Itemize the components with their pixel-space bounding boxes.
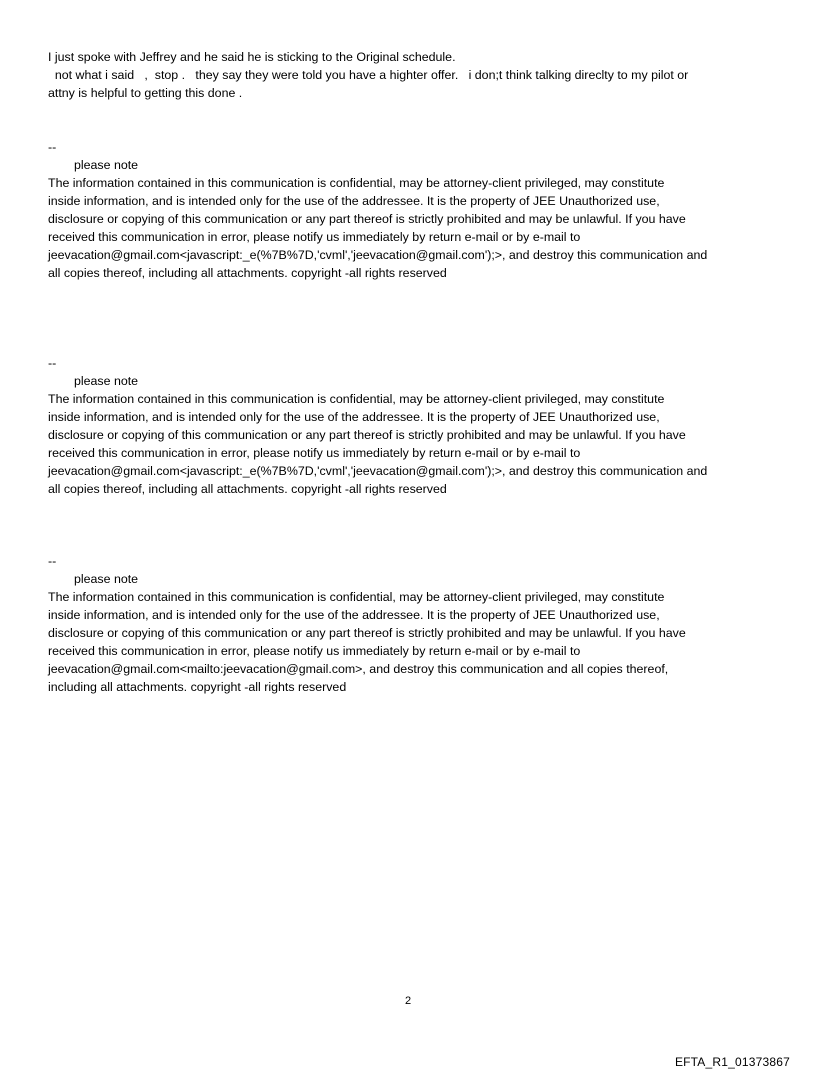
spacer: [48, 282, 778, 354]
disclaimer-line: disclosure or copying of this communication or any part thereof is strictly prohibited and may be unlawful. If you have: [48, 212, 686, 226]
reply-line-1: not what i said , stop . they say they were told you have a highter offer. i don;t think talking direclty to my pilot or: [48, 68, 689, 82]
disclaimer-line: The information contained in this communication is confidential, may be attorney-client privileged, may constitute: [48, 176, 665, 190]
email-document: [48, 48, 778, 696]
disclaimer-block-3: [48, 552, 778, 696]
signature-separator: --: [48, 356, 57, 370]
disclaimer-line: jeevacation@gmail.com<mailto:jeevacation@gmail.com>, and destroy this communication and all copies thereof,: [48, 662, 669, 676]
disclaimer-line: disclosure or copying of this communication or any part thereof is strictly prohibited and may be unlawful. If you have: [48, 428, 686, 442]
disclaimer-line: received this communication in error, please notify us immediately by return e-mail or by e-mail to: [48, 446, 581, 460]
disclaimer-line: received this communication in error, please notify us immediately by return e-mail or by e-mail to: [48, 230, 581, 244]
message-line-1: I just spoke with Jeffrey and he said he is sticking to the Original schedule.: [48, 50, 456, 64]
spacer: [48, 498, 778, 552]
disclaimer-heading: please note: [74, 572, 139, 586]
disclaimer-line: received this communication in error, please notify us immediately by return e-mail or by e-mail to: [48, 644, 581, 658]
bates-number: EFTA_R1_01373867: [674, 1055, 790, 1069]
disclaimer-line: jeevacation@gmail.com<javascript:_e(%7B%7D,'cvml','jeevacation@gmail.com');>, and destroy this communication and: [48, 248, 708, 262]
disclaimer-line: including all attachments. copyright -all rights reserved: [48, 680, 347, 694]
disclaimer-line: all copies thereof, including all attachments. copyright -all rights reserved: [48, 266, 447, 280]
spacer: [48, 102, 778, 138]
disclaimer-heading: please note: [74, 374, 139, 388]
disclaimer-line: disclosure or copying of this communication or any part thereof is strictly prohibited and may be unlawful. If you have: [48, 626, 686, 640]
page-number: 2: [404, 995, 412, 1007]
disclaimer-line: inside information, and is intended only for the use of the addressee. It is the property of JEE Unauthorized use,: [48, 194, 660, 208]
disclaimer-block-1: [48, 138, 778, 282]
disclaimer-line: inside information, and is intended only for the use of the addressee. It is the property of JEE Unauthorized use,: [48, 608, 660, 622]
disclaimer-line: jeevacation@gmail.com<javascript:_e(%7B%7D,'cvml','jeevacation@gmail.com');>, and destroy this communication and: [48, 464, 708, 478]
signature-separator: --: [48, 554, 57, 568]
disclaimer-line: inside information, and is intended only for the use of the addressee. It is the property of JEE Unauthorized use,: [48, 410, 660, 424]
disclaimer-heading: please note: [74, 158, 139, 172]
reply-line-2: attny is helpful to getting this done .: [48, 86, 243, 100]
disclaimer-line: The information contained in this communication is confidential, may be attorney-client privileged, may constitute: [48, 392, 665, 406]
disclaimer-line: The information contained in this communication is confidential, may be attorney-client privileged, may constitute: [48, 590, 665, 604]
disclaimer-line: all copies thereof, including all attachments. copyright -all rights reserved: [48, 482, 447, 496]
disclaimer-block-2: [48, 354, 778, 498]
signature-separator: --: [48, 140, 57, 154]
